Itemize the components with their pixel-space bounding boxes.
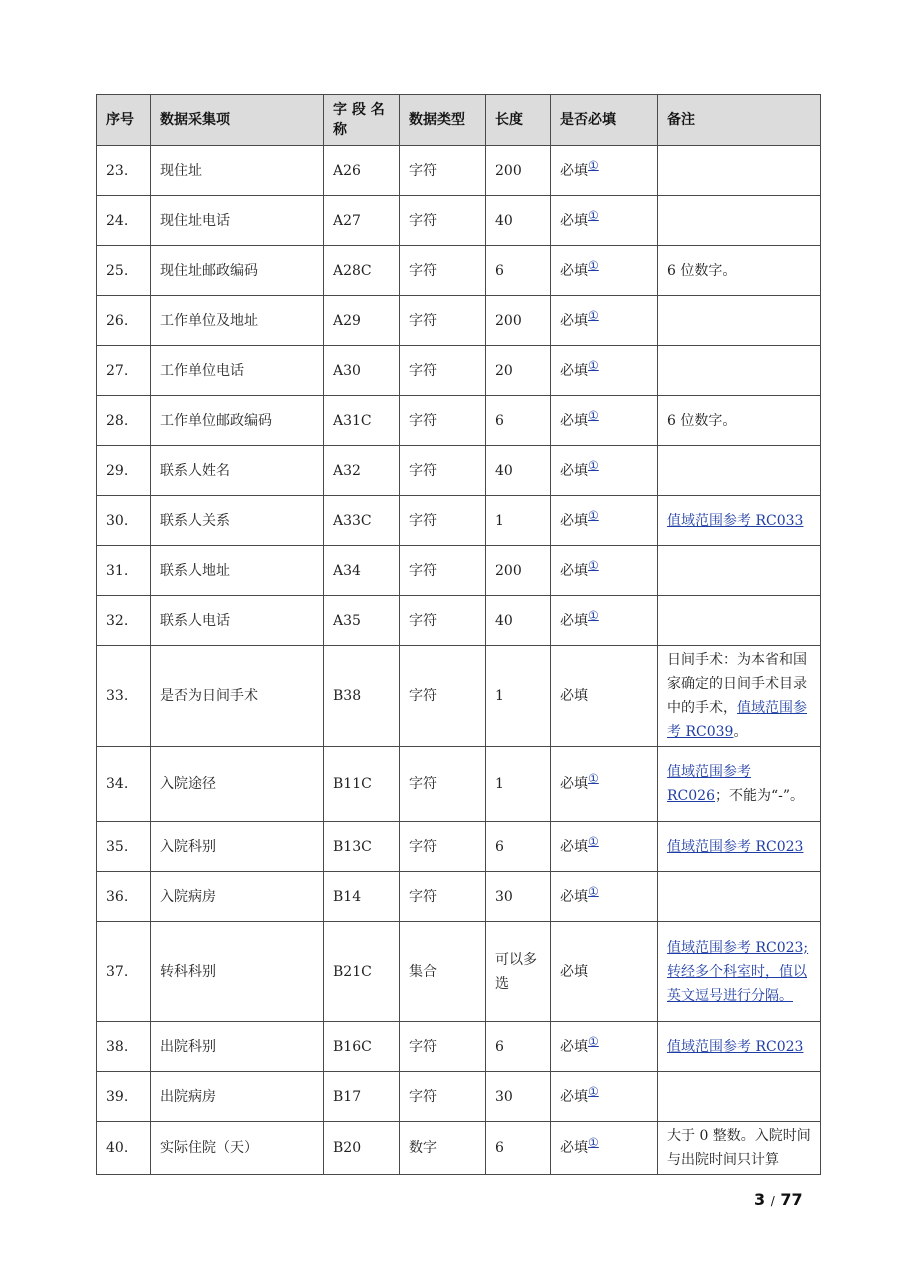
cell-item: 转科科别 xyxy=(151,922,324,1022)
table-row xyxy=(97,1072,821,1122)
required-label: 必填 xyxy=(560,512,588,529)
cell-no: 39. xyxy=(97,1072,151,1122)
required-label: 必填 xyxy=(560,562,588,579)
footnote-link[interactable]: ① xyxy=(588,833,599,848)
cell-no: 37. xyxy=(97,922,151,1022)
value-range-link[interactable]: 值域范围参考 RC033 xyxy=(667,512,804,529)
col-header-length: 长度 xyxy=(486,95,551,146)
cell-type: 字符 xyxy=(400,872,486,922)
cell-item: 工作单位电话 xyxy=(151,346,324,396)
cell-no: 36. xyxy=(97,872,151,922)
table-row xyxy=(97,1122,821,1175)
cell-no: 30. xyxy=(97,496,151,546)
footnote-link[interactable]: ① xyxy=(588,207,599,222)
cell-note xyxy=(658,1022,821,1072)
cell-type: 字符 xyxy=(400,747,486,822)
required-label: 必填 xyxy=(560,688,588,704)
col-header-field: 字 段 名 称 xyxy=(324,95,400,146)
cell-length: 1 xyxy=(486,496,551,546)
footnote-link[interactable]: ① xyxy=(588,507,599,522)
cell-no: 28. xyxy=(97,396,151,446)
cell-field: A29 xyxy=(324,296,400,346)
table-row xyxy=(97,346,821,396)
cell-no: 24. xyxy=(97,196,151,246)
cell-length: 200 xyxy=(486,546,551,596)
footnote-link[interactable]: ① xyxy=(588,1135,599,1150)
cell-length: 6 xyxy=(486,1022,551,1072)
cell-no: 40. xyxy=(97,1122,151,1175)
cell-length: 6 xyxy=(486,1122,551,1175)
note-text: 大于 0 整数。入院时间与出院时间只计算 xyxy=(667,1128,811,1168)
cell-field: B11C xyxy=(324,747,400,822)
cell-no: 27. xyxy=(97,346,151,396)
cell-field: B38 xyxy=(324,646,400,747)
cell-required xyxy=(551,747,658,822)
cell-type: 字符 xyxy=(400,1072,486,1122)
cell-item: 入院病房 xyxy=(151,872,324,922)
cell-length: 1 xyxy=(486,747,551,822)
cell-length: 1 xyxy=(486,646,551,747)
table-row xyxy=(97,396,821,446)
cell-type: 字符 xyxy=(400,646,486,747)
cell-field: A33C xyxy=(324,496,400,546)
required-label: 必填 xyxy=(560,612,588,629)
footnote-link[interactable]: ① xyxy=(588,357,599,372)
required-label: 必填 xyxy=(560,212,588,229)
cell-length: 20 xyxy=(486,346,551,396)
cell-note xyxy=(658,747,821,822)
cell-required xyxy=(551,446,658,496)
cell-length: 30 xyxy=(486,1072,551,1122)
value-range-link[interactable]: 值域范围参考 RC023 xyxy=(667,1038,804,1055)
value-range-link[interactable]: 值域范围参考 RC026 xyxy=(667,764,751,804)
table-row xyxy=(97,822,821,872)
cell-item: 实际住院（天） xyxy=(151,1122,324,1175)
required-label: 必填 xyxy=(560,362,588,379)
cell-note xyxy=(658,646,821,747)
table-row xyxy=(97,747,821,822)
cell-required xyxy=(551,246,658,296)
cell-note xyxy=(658,872,821,922)
note-text: 日间手术：为本省和国家确定的日间手术目录中的手术， xyxy=(667,652,807,716)
cell-note xyxy=(658,546,821,596)
cell-length: 30 xyxy=(486,872,551,922)
cell-item: 入院科别 xyxy=(151,822,324,872)
cell-type: 字符 xyxy=(400,146,486,196)
cell-field: B21C xyxy=(324,922,400,1022)
cell-length: 200 xyxy=(486,296,551,346)
cell-item: 工作单位及地址 xyxy=(151,296,324,346)
cell-note xyxy=(658,246,821,296)
required-label: 必填 xyxy=(560,1088,588,1105)
cell-no: 23. xyxy=(97,146,151,196)
cell-required xyxy=(551,1022,658,1072)
cell-item: 入院途径 xyxy=(151,747,324,822)
cell-length: 40 xyxy=(486,196,551,246)
cell-length: 可以多选 xyxy=(486,922,551,1022)
table-header xyxy=(97,95,821,146)
cell-no: 34. xyxy=(97,747,151,822)
cell-required xyxy=(551,646,658,747)
cell-note xyxy=(658,596,821,646)
cell-field: B13C xyxy=(324,822,400,872)
page-number xyxy=(754,1190,803,1209)
cell-type: 字符 xyxy=(400,246,486,296)
footnote-link[interactable]: ① xyxy=(588,1083,599,1098)
table-row xyxy=(97,546,821,596)
col-header-required: 是否必填 xyxy=(551,95,658,146)
footnote-link[interactable]: ① xyxy=(588,883,599,898)
required-label: 必填 xyxy=(560,412,588,429)
cell-type: 字符 xyxy=(400,546,486,596)
value-range-link[interactable]: 值域范围参考 RC039 xyxy=(667,700,807,740)
footnote-link[interactable]: ① xyxy=(588,607,599,622)
cell-note xyxy=(658,496,821,546)
cell-required xyxy=(551,196,658,246)
cell-item: 联系人关系 xyxy=(151,496,324,546)
cell-required xyxy=(551,822,658,872)
cell-type: 字符 xyxy=(400,396,486,446)
cell-required xyxy=(551,1122,658,1175)
cell-item: 联系人电话 xyxy=(151,596,324,646)
cell-field: B20 xyxy=(324,1122,400,1175)
required-label: 必填 xyxy=(560,888,588,905)
cell-item: 现住址邮政编码 xyxy=(151,246,324,296)
footnote-link[interactable]: ① xyxy=(588,771,599,786)
cell-type: 字符 xyxy=(400,296,486,346)
cell-note xyxy=(658,1122,821,1175)
cell-item: 现住址 xyxy=(151,146,324,196)
cell-field: A27 xyxy=(324,196,400,246)
cell-field: A31C xyxy=(324,396,400,446)
required-label: 必填 xyxy=(560,312,588,329)
note-suffix: 。 xyxy=(733,724,748,740)
cell-required xyxy=(551,922,658,1022)
footnote-link[interactable]: ① xyxy=(588,257,599,272)
table-row xyxy=(97,646,821,747)
table-row xyxy=(97,446,821,496)
cell-field: A30 xyxy=(324,346,400,396)
cell-length: 200 xyxy=(486,146,551,196)
cell-type: 字符 xyxy=(400,1022,486,1072)
cell-required xyxy=(551,496,658,546)
cell-field: A34 xyxy=(324,546,400,596)
cell-required xyxy=(551,346,658,396)
table-row xyxy=(97,596,821,646)
cell-type: 字符 xyxy=(400,596,486,646)
total-pages: 77 xyxy=(780,1190,803,1209)
footnote-link[interactable]: ① xyxy=(588,157,599,172)
cell-item: 现住址电话 xyxy=(151,196,324,246)
cell-item: 联系人地址 xyxy=(151,546,324,596)
required-label: 必填 xyxy=(560,838,588,855)
data-collection-table xyxy=(96,94,821,1175)
cell-length: 6 xyxy=(486,822,551,872)
table-row xyxy=(97,496,821,546)
required-label: 必填 xyxy=(560,462,588,479)
cell-item: 出院科别 xyxy=(151,1022,324,1072)
cell-type: 字符 xyxy=(400,346,486,396)
table-row xyxy=(97,296,821,346)
cell-item: 出院病房 xyxy=(151,1072,324,1122)
cell-no: 29. xyxy=(97,446,151,496)
col-header-item: 数据采集项 xyxy=(151,95,324,146)
current-page: 3 xyxy=(754,1190,766,1209)
cell-note xyxy=(658,446,821,496)
table-row xyxy=(97,196,821,246)
cell-no: 31. xyxy=(97,546,151,596)
cell-note xyxy=(658,146,821,196)
required-label: 必填 xyxy=(560,162,588,179)
cell-length: 40 xyxy=(486,596,551,646)
footnote-link[interactable]: ① xyxy=(588,407,599,422)
footnote-link[interactable]: ① xyxy=(588,457,599,472)
value-range-link[interactable]: 值域范围参考 RC023 xyxy=(667,838,804,855)
footnote-link[interactable]: ① xyxy=(588,1033,599,1048)
required-label: 必填 xyxy=(560,776,588,792)
table-body xyxy=(97,146,821,1175)
col-header-no: 序号 xyxy=(97,95,151,146)
cell-field: A28C xyxy=(324,246,400,296)
cell-field: A35 xyxy=(324,596,400,646)
cell-required xyxy=(551,546,658,596)
cell-no: 26. xyxy=(97,296,151,346)
cell-length: 40 xyxy=(486,446,551,496)
note-suffix: ；不能为“-”。 xyxy=(714,788,805,804)
cell-length: 6 xyxy=(486,396,551,446)
cell-no: 32. xyxy=(97,596,151,646)
cell-item: 工作单位邮政编码 xyxy=(151,396,324,446)
table-row xyxy=(97,1022,821,1072)
footnote-link[interactable]: ① xyxy=(588,307,599,322)
table-row xyxy=(97,922,821,1022)
cell-no: 35. xyxy=(97,822,151,872)
cell-no: 25. xyxy=(97,246,151,296)
cell-field: A32 xyxy=(324,446,400,496)
cell-required xyxy=(551,146,658,196)
cell-note xyxy=(658,922,821,1022)
cell-field: B16C xyxy=(324,1022,400,1072)
cell-length: 6 xyxy=(486,246,551,296)
cell-type: 字符 xyxy=(400,196,486,246)
col-header-note: 备注 xyxy=(658,95,821,146)
cell-required xyxy=(551,872,658,922)
col-header-type: 数据类型 xyxy=(400,95,486,146)
cell-no: 33. xyxy=(97,646,151,747)
cell-type: 字符 xyxy=(400,822,486,872)
cell-type: 数字 xyxy=(400,1122,486,1175)
required-label: 必填 xyxy=(560,262,588,279)
cell-item: 是否为日间手术 xyxy=(151,646,324,747)
cell-required xyxy=(551,596,658,646)
cell-type: 集合 xyxy=(400,922,486,1022)
required-label: 必填 xyxy=(560,1038,588,1055)
table-row xyxy=(97,146,821,196)
cell-note xyxy=(658,346,821,396)
table-row xyxy=(97,872,821,922)
cell-note xyxy=(658,1072,821,1122)
cell-item: 联系人姓名 xyxy=(151,446,324,496)
required-label: 必填 xyxy=(560,1140,588,1156)
cell-note xyxy=(658,396,821,446)
cell-field: B14 xyxy=(324,872,400,922)
footnote-link[interactable]: ① xyxy=(588,557,599,572)
cell-field: A26 xyxy=(324,146,400,196)
cell-required xyxy=(551,396,658,446)
note-text: 6 位数字。 xyxy=(667,262,737,279)
cell-type: 字符 xyxy=(400,496,486,546)
cell-note xyxy=(658,196,821,246)
cell-note xyxy=(658,296,821,346)
note-text: 6 位数字。 xyxy=(667,412,737,429)
cell-no: 38. xyxy=(97,1022,151,1072)
page-separator: / xyxy=(770,1194,775,1208)
cell-required xyxy=(551,1072,658,1122)
cell-note xyxy=(658,822,821,872)
cell-required xyxy=(551,296,658,346)
cell-field: B17 xyxy=(324,1072,400,1122)
table-row xyxy=(97,246,821,296)
required-label: 必填 xyxy=(560,963,588,980)
cell-type: 字符 xyxy=(400,446,486,496)
value-range-link[interactable]: 值域范围参考 RC023;转经多个科室时，值以英文逗号进行分隔。 xyxy=(667,939,809,1004)
